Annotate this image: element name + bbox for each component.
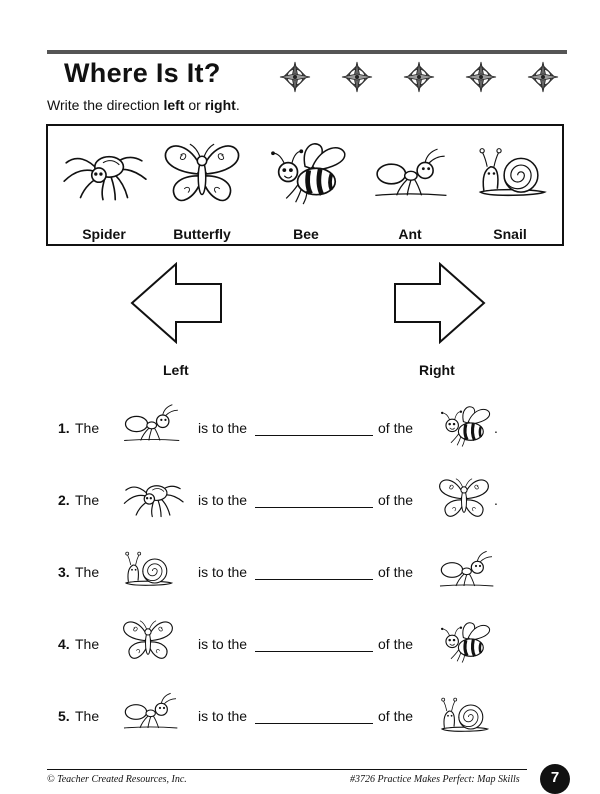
animal-bee [256,140,356,242]
answer-blank[interactable] [255,723,373,724]
question-row [58,474,558,524]
question-of-the: of the [378,708,414,724]
ant-icon [120,690,180,734]
question-the: The [75,636,100,652]
footer-rule [47,769,527,770]
answer-blank[interactable] [255,507,373,508]
instruction-left-word: left [163,97,185,113]
question-the: The [75,420,100,436]
question-is-to-the: is to the [198,492,248,508]
bee-icon [436,620,492,664]
question-the: The [75,492,100,508]
compass-rose-icon [340,60,374,94]
question-of-the: of the [378,636,414,652]
answer-blank[interactable] [255,651,373,652]
page-number: 7 [540,764,570,794]
question-row [58,618,558,668]
compass-row [278,60,568,94]
snail-icon [436,692,490,736]
top-rule [47,50,567,54]
page-title: Where Is It? [64,58,221,88]
question-of-the: of the [378,564,414,580]
question-row [58,690,558,740]
animal-spider [54,140,154,242]
instruction-or: or [184,97,205,113]
butterfly-icon [120,618,176,662]
instructions [47,97,240,113]
instruction-text: Write the direction [47,97,164,113]
spider-icon [120,474,186,518]
compass-rose-icon [402,60,436,94]
butterfly-icon [160,140,244,206]
snail-icon [472,140,548,202]
question-number: 4. [58,636,70,652]
question-number: 3. [58,564,70,580]
question-the: The [75,708,100,724]
question-number: 2. [58,492,70,508]
animal-snail [460,140,560,242]
question-is-to-the: is to the [198,420,248,436]
footer-book-title: #3726 Practice Makes Perfect: Map Skills [350,774,520,785]
question-is-to-the: is to the [198,708,248,724]
compass-rose-icon [526,60,560,94]
question-the: The [75,564,100,580]
answer-blank[interactable] [255,435,373,436]
question-period: . [494,492,498,508]
snail-icon [120,546,174,590]
animal-label: Snail [493,226,527,242]
instruction-period: . [235,97,240,113]
question-is-to-the: is to the [198,564,248,580]
question-of-the: of the [378,492,414,508]
spider-icon [58,140,150,202]
footer-publisher: © Teacher Created Resources, Inc. [47,774,187,785]
animal-label: Butterfly [173,226,231,242]
animal-ant [360,140,460,242]
animal-label: Bee [293,226,319,242]
animal-butterfly [152,140,252,242]
question-period: . [494,420,498,436]
right-label: Right [419,362,455,378]
ant-icon [436,548,496,592]
question-row [58,546,558,596]
bee-icon [436,404,492,448]
animal-key-box [46,124,564,246]
question-number: 1. [58,420,70,436]
animal-label: Ant [398,226,422,242]
ant-icon [370,146,450,202]
instruction-right-word: right [204,97,236,113]
compass-rose-icon [278,60,312,94]
question-of-the: of the [378,420,414,436]
right-arrow-icon [392,262,486,344]
answer-blank[interactable] [255,579,373,580]
compass-rose-icon [464,60,498,94]
question-row [58,402,558,452]
animal-label: Spider [82,226,126,242]
butterfly-icon [436,476,492,520]
ant-icon [120,402,182,446]
left-arrow-icon [130,262,224,344]
left-label: Left [163,362,189,378]
question-is-to-the: is to the [198,636,248,652]
bee-icon [263,140,349,206]
question-number: 5. [58,708,70,724]
